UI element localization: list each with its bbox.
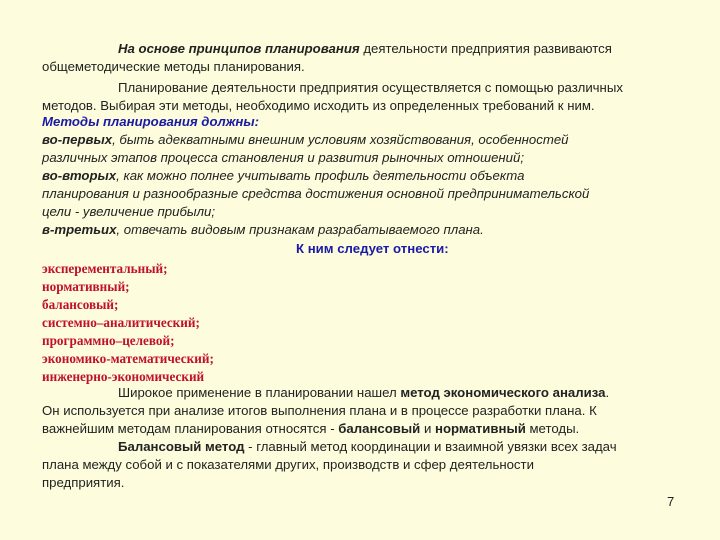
list-item: балансовый;: [42, 297, 119, 312]
requirement-second-line-2: планирования и разнообразные средства достижения основной предпринимательской: [42, 186, 590, 201]
paragraph-4-line-3: предприятия.: [42, 475, 125, 490]
paragraph-3-line-3: [42, 420, 579, 437]
paragraph-2-line-1: Планирование деятельности предприятия осуществляется с помощью различных: [118, 80, 623, 95]
text: , быть адекватными внешним условиям хозяйствования, особенностей: [112, 132, 569, 147]
requirement-second-line-1: [42, 167, 524, 184]
paragraph-1-line-2: общеметодические методы планирования.: [42, 59, 305, 74]
text: , как можно полнее учитывать профиль деятельности объекта: [116, 168, 525, 183]
paragraph-3-line-2: Он используется при анализе итогов выполнения плана и в процессе разработки плана. К: [42, 403, 597, 418]
paragraph-4-line-2: плана между собой и с показателями других, производств и сфер деятельности: [42, 457, 534, 472]
list-item: системно–аналитический;: [42, 315, 200, 330]
text: Широкое применение в планировании нашел: [118, 385, 401, 400]
paragraph-3-line-1: [118, 384, 609, 401]
list-item: эксперементальный;: [42, 261, 168, 276]
text: методы.: [525, 421, 580, 436]
text: , отвечать видовым признакам разрабатываемого плана.: [116, 222, 484, 237]
list-item: программно–целевой;: [42, 333, 175, 348]
requirement-first-line-1: [42, 131, 569, 148]
page-number: 7: [667, 494, 675, 509]
paragraph-1-line-1: [118, 40, 612, 57]
text: .: [605, 385, 610, 400]
requirements-heading: Методы планирования должны:: [42, 114, 260, 129]
text: и: [420, 421, 435, 436]
bold-term: нормативный: [434, 421, 526, 436]
requirement-first-line-2: различных этапов процесса становления и развития рыночных отношений;: [42, 150, 525, 165]
text: деятельности предприятия развиваются: [359, 41, 612, 56]
bold-term: балансовый: [338, 421, 421, 436]
text: - главный метод координации и взаимной увязки всех задач: [244, 439, 617, 454]
list-heading: К ним следует отнести:: [296, 241, 449, 256]
text: важнейшим методам планирования относятся -: [42, 421, 339, 436]
bold-term: метод экономического анализа: [400, 385, 606, 400]
requirement-second-line-3: цели - увеличение прибыли;: [42, 204, 216, 219]
list-item: инженерно-экономический: [42, 369, 205, 384]
list-item: экономико-математический;: [42, 351, 214, 366]
bold-lead: На основе принципов планирования: [118, 41, 360, 56]
paragraph-4-line-1: [118, 438, 617, 455]
paragraph-2-line-2: методов. Выбирая эти методы, необходимо исходить из определенных требований к ним.: [42, 98, 595, 113]
bold-term: Балансовый метод: [118, 439, 245, 454]
requirement-third: [42, 221, 484, 238]
requirement-lead: во-первых: [42, 132, 113, 147]
list-item: нормативный;: [42, 279, 130, 294]
requirement-lead: во-вторых: [42, 168, 117, 183]
requirement-lead: в-третьих: [42, 222, 117, 237]
